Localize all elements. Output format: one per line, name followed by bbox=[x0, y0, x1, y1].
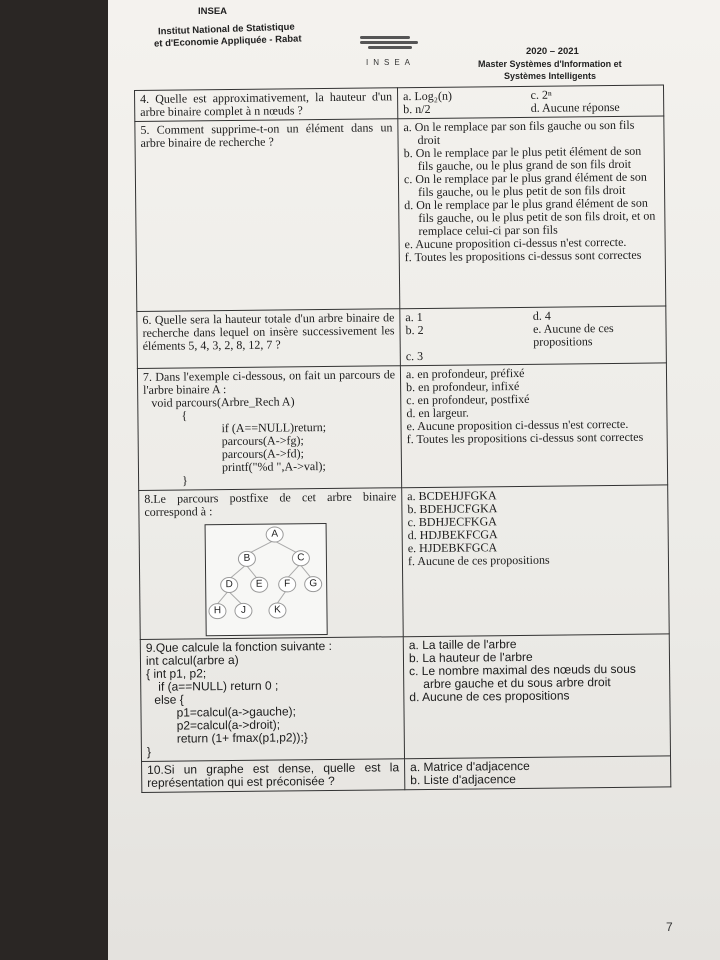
q9-code-line: } bbox=[146, 744, 152, 759]
question-9-text: 9.Que calcule la fonction suivante : bbox=[145, 638, 333, 655]
question-7-row bbox=[137, 363, 667, 491]
question-10-row bbox=[142, 756, 671, 793]
program-line2: Systèmes Intelligents bbox=[504, 71, 597, 81]
question-5-text: 5. Comment supprime-t-on un élément dans un arbre binaire de recherche ? bbox=[135, 119, 400, 312]
q9-code-line: if (a==NULL) return 0 ; bbox=[158, 678, 279, 694]
tree-node-k: K bbox=[268, 602, 286, 618]
logo-text: INSEA bbox=[366, 58, 416, 67]
q6-option-b[interactable]: b. 2 bbox=[405, 322, 424, 338]
institute-line2: et d'Economie Appliquée - Rabat bbox=[153, 33, 302, 50]
tree-node-a: A bbox=[266, 526, 284, 542]
page-number: 7 bbox=[666, 920, 673, 934]
q4-option-c[interactable]: c. 2ⁿ bbox=[530, 87, 552, 102]
tree-node-f: F bbox=[278, 576, 296, 592]
binary-tree-diagram bbox=[205, 523, 328, 636]
q6-option-a[interactable]: a. 1 bbox=[405, 309, 423, 325]
q10-option-a[interactable]: a. Matrice d'adjacence bbox=[410, 758, 530, 775]
q8-option-b[interactable]: b. BDEHJCFGKA bbox=[407, 501, 498, 517]
q7-option-e[interactable]: e. Aucune proposition ci-dessus n'est correcte. bbox=[406, 416, 629, 434]
q9-code-line: else { bbox=[154, 692, 184, 707]
q5-option-b[interactable]: b. On le remplace par le plus petit élément de son fils gauche, ou le plus grand de son fils droit bbox=[403, 143, 642, 174]
tree-node-d: D bbox=[220, 577, 238, 593]
question-4-text: 4. Quelle est approximativement, la hauteur d'un arbre binaire complet à n nœuds ? bbox=[135, 88, 398, 122]
q7-option-a[interactable]: a. en profondeur, préfixé bbox=[405, 365, 525, 382]
q7-code-line: parcours(A->fg); bbox=[221, 433, 304, 449]
question-10-text: 10.Si un graphe est dense, quelle est la représentation qui est préconisée ? bbox=[142, 759, 405, 793]
insea-logo-icon bbox=[360, 36, 418, 56]
q9-option-c[interactable]: c. Le nombre maximal des nœuds du sous arbre gauche et du sous arbre droit bbox=[409, 661, 636, 692]
q8-option-c[interactable]: c. BDHJECFKGA bbox=[407, 514, 497, 530]
q5-option-d[interactable]: d. On le remplace par le plus grand élément de son fils gauche, ou le plus petit de son fils droit, et on remplace celui-ci par son fils bbox=[404, 195, 656, 239]
q9-code-line: p2=calcul(a->droit); bbox=[176, 717, 281, 733]
q9-option-a[interactable]: a. La taille de l'arbre bbox=[408, 637, 517, 653]
q8-option-f[interactable]: f. Aucune de ces propositions bbox=[407, 552, 550, 569]
q7-option-c[interactable]: c. en profondeur, postfixé bbox=[406, 391, 530, 408]
questions-table bbox=[134, 84, 671, 793]
q7-option-f[interactable]: f. Toutes les propositions ci-dessus sont correctes bbox=[406, 429, 644, 447]
q9-option-d[interactable]: d. Aucune de ces propositions bbox=[409, 688, 570, 705]
q9-code-line: int calcul(arbre a) bbox=[145, 652, 239, 668]
q6-option-d[interactable]: d. 4 bbox=[532, 308, 551, 323]
question-9-row bbox=[140, 634, 670, 762]
q6-option-c[interactable]: c. 3 bbox=[405, 348, 424, 364]
academic-year: 2020 – 2021 bbox=[526, 46, 579, 57]
q6-option-e[interactable]: e. Aucune de ces propositions bbox=[532, 320, 614, 349]
question-6-text: 6. Quelle sera la hauteur totale d'un arbre binaire de recherche dans lequel on insère successivement les éléments 5, 4, 3, 2, 8, 12, 7 ? bbox=[137, 309, 401, 369]
q7-option-d[interactable]: d. en largeur. bbox=[406, 405, 469, 421]
tree-node-h: H bbox=[208, 603, 226, 619]
q9-option-b[interactable]: b. La hauteur de l'arbre bbox=[408, 649, 533, 666]
q9-code-line: p1=calcul(a->gauche); bbox=[176, 704, 297, 720]
tree-node-c: C bbox=[292, 550, 310, 566]
question-6-row bbox=[137, 306, 667, 369]
q8-option-e[interactable]: e. HJDEBKFGCA bbox=[407, 540, 498, 556]
q7-code-line: { bbox=[181, 408, 188, 423]
program-line1: Master Systèmes d'Information et bbox=[478, 59, 622, 69]
question-8-text: 8.Le parcours postfixe de cet arbre binaire correspond à : bbox=[144, 489, 397, 519]
q9-code-line: return (1+ fmax(p1,p2));} bbox=[176, 730, 308, 746]
tree-node-e: E bbox=[250, 577, 268, 593]
institute-line1: Institut National de Statistique bbox=[157, 21, 295, 38]
q9-code-line: { int p1, p2; bbox=[146, 666, 207, 681]
q5-option-e[interactable]: e. Aucune proposition ci-dessus n'est correcte. bbox=[404, 234, 627, 252]
tree-node-b: B bbox=[238, 551, 256, 567]
exam-page bbox=[108, 0, 720, 960]
q7-code-line: if (A==NULL)return; bbox=[221, 420, 327, 436]
q7-code-line: parcours(A->fd); bbox=[221, 446, 304, 462]
q5-option-c[interactable]: c. On le remplace par le plus grand élément de son fils gauche, ou le plus petit de son fils droit bbox=[403, 169, 647, 200]
q5-option-a[interactable]: a. On le remplace par son fils gauche ou son fils droit bbox=[403, 117, 635, 148]
tree-node-j: J bbox=[234, 603, 252, 619]
q8-option-a[interactable]: a. BCDEHJFGKA bbox=[407, 488, 497, 504]
question-8-row bbox=[139, 485, 670, 640]
q8-option-d[interactable]: d. HDJBEKFCGA bbox=[407, 527, 498, 543]
q10-option-b[interactable]: b. Liste d'adjacence bbox=[410, 772, 517, 788]
question-7-text: 7. Dans l'exemple ci-dessous, on fait un parcours de l'arbre binaire A : bbox=[142, 367, 396, 397]
q4-option-d[interactable]: d. Aucune réponse bbox=[530, 99, 620, 115]
q5-option-f[interactable]: f. Toutes les propositions ci-dessus sont correctes bbox=[404, 247, 642, 265]
q7-code-line: printf("%d ",A->val); bbox=[221, 459, 326, 475]
question-5-row bbox=[135, 116, 666, 312]
q4-option-a[interactable]: a. Log₂(n) bbox=[403, 88, 452, 104]
school-name: INSEA bbox=[198, 6, 228, 17]
q7-code-line: } bbox=[182, 473, 188, 488]
q4-option-b[interactable]: b. n/2 bbox=[403, 101, 431, 117]
q7-code-line: void parcours(Arbre_Rech A) bbox=[151, 394, 295, 410]
tree-node-g: G bbox=[304, 576, 322, 592]
q7-option-b[interactable]: b. en profondeur, infixé bbox=[406, 378, 520, 395]
